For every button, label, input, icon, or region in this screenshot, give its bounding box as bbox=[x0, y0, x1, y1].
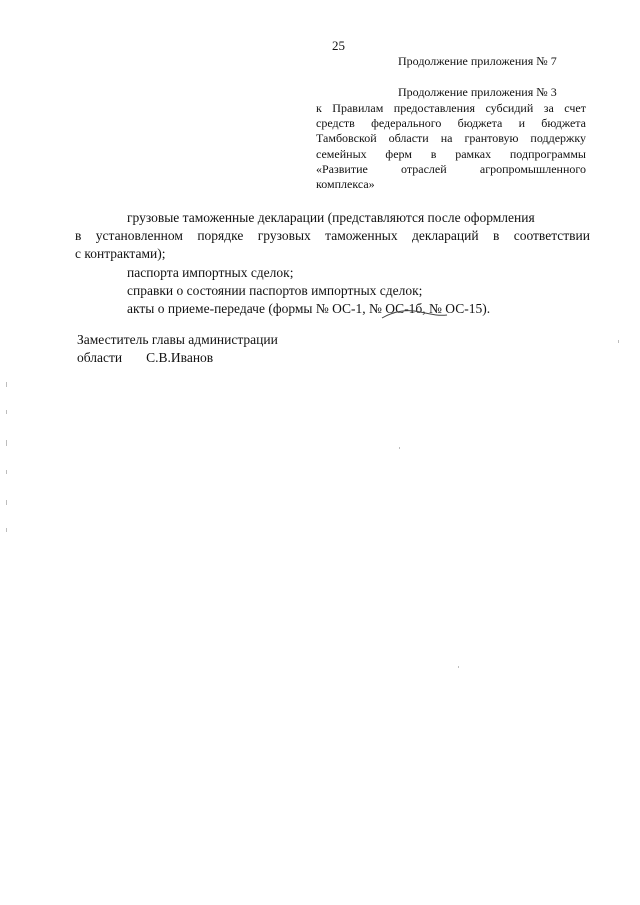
list-item-customs-declarations: грузовые таможенные декларации (представляются после оформления bbox=[127, 210, 535, 225]
scan-artifact bbox=[6, 382, 7, 387]
signature-position-region: области bbox=[77, 350, 123, 366]
appendix-continuation-label: Продолжение приложения № 7 bbox=[398, 54, 557, 68]
header-line: Тамбовской области на грантовую поддержку bbox=[316, 131, 586, 146]
list-item-acceptance-acts: акты о приеме-передаче (формы № ОС-1, № ОС-1б, № ОС-15). bbox=[127, 301, 491, 317]
appendix-title: Продолжение приложения № 3 bbox=[398, 85, 557, 99]
signature-position-line2 bbox=[77, 349, 278, 367]
appendix-header-text bbox=[316, 101, 586, 192]
signature-block bbox=[77, 331, 278, 367]
signature-name: С.В.Иванов bbox=[146, 350, 214, 366]
scan-artifact bbox=[618, 340, 619, 343]
header-line: комплекса» bbox=[316, 177, 375, 192]
page-number: 25 bbox=[332, 38, 345, 53]
scan-artifact bbox=[6, 440, 7, 446]
list-item-passport-status-certificates: справки о состоянии паспортов импортных сделок; bbox=[127, 282, 423, 298]
scan-artifact bbox=[399, 447, 400, 449]
header-line: к Правилам предоставления субсидий за счет bbox=[316, 101, 586, 115]
header-line: «Развитие отраслей агропромышленного bbox=[316, 161, 586, 176]
scan-artifact bbox=[458, 666, 459, 668]
signature-position: Заместитель главы администрации bbox=[77, 332, 278, 347]
list-item-import-passports: паспорта импортных сделок; bbox=[127, 264, 294, 280]
scan-artifact bbox=[6, 528, 7, 532]
list-item-customs-declarations-end: с контрактами); bbox=[75, 246, 166, 262]
list-item-customs-declarations-cont: в установленном порядке грузовых таможенных деклараций в соответствии bbox=[75, 228, 590, 244]
scan-artifact bbox=[6, 500, 7, 505]
header-line: средств федерального бюджета и бюджета bbox=[316, 116, 586, 131]
document-body bbox=[75, 209, 590, 318]
handwritten-stroke-mark bbox=[380, 307, 450, 321]
scan-artifact bbox=[6, 410, 7, 414]
scan-artifact bbox=[6, 470, 7, 474]
header-line: семейных ферм в рамках подпрограммы bbox=[316, 146, 586, 161]
